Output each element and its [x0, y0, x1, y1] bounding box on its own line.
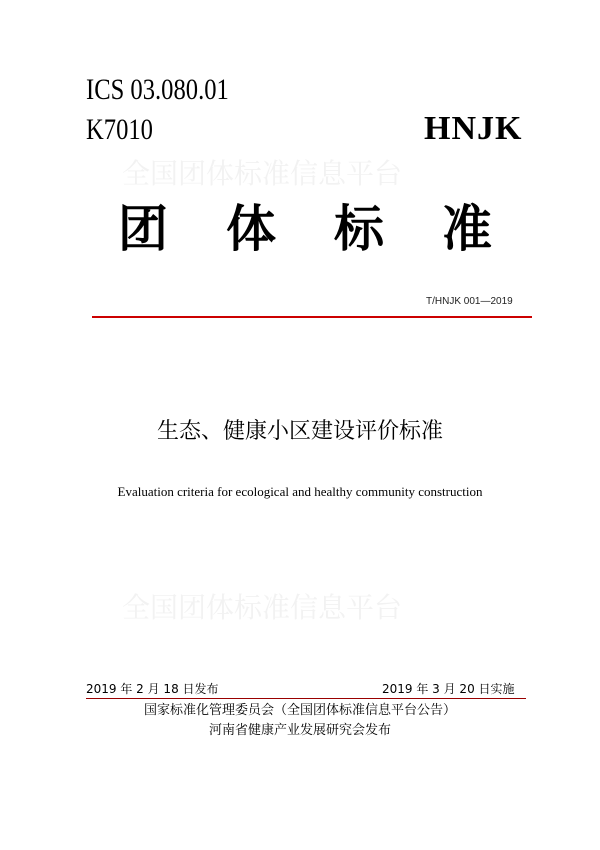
implement-date: 2019 年 3 月 20 日实施 [382, 682, 515, 696]
document-number: T/HNJK 001—2019 [426, 296, 513, 307]
title-cn: 生态、健康小区建设评价标准 [156, 419, 443, 444]
publisher-line: 国家标准化管理委员会（全国团体标准信息平台公告） [143, 703, 456, 718]
title-en: Evaluation criteria for ecological and healthy community construction [117, 484, 483, 499]
brand-code: HNJK [424, 110, 523, 147]
ccs-code: K7010 [86, 113, 153, 146]
watermark: 全国团体标准信息平台 [122, 591, 403, 624]
divider [92, 316, 532, 318]
publish-date: 2019 年 2 月 18 日发布 [86, 682, 219, 696]
publisher-line: 河南省健康产业发展研究会发布 [208, 723, 391, 738]
divider [86, 698, 526, 699]
watermark: 全国团体标准信息平台 [122, 157, 403, 190]
category-heading: 团体标准 [118, 200, 550, 258]
ics-code: ICS 03.080.01 [86, 73, 229, 106]
